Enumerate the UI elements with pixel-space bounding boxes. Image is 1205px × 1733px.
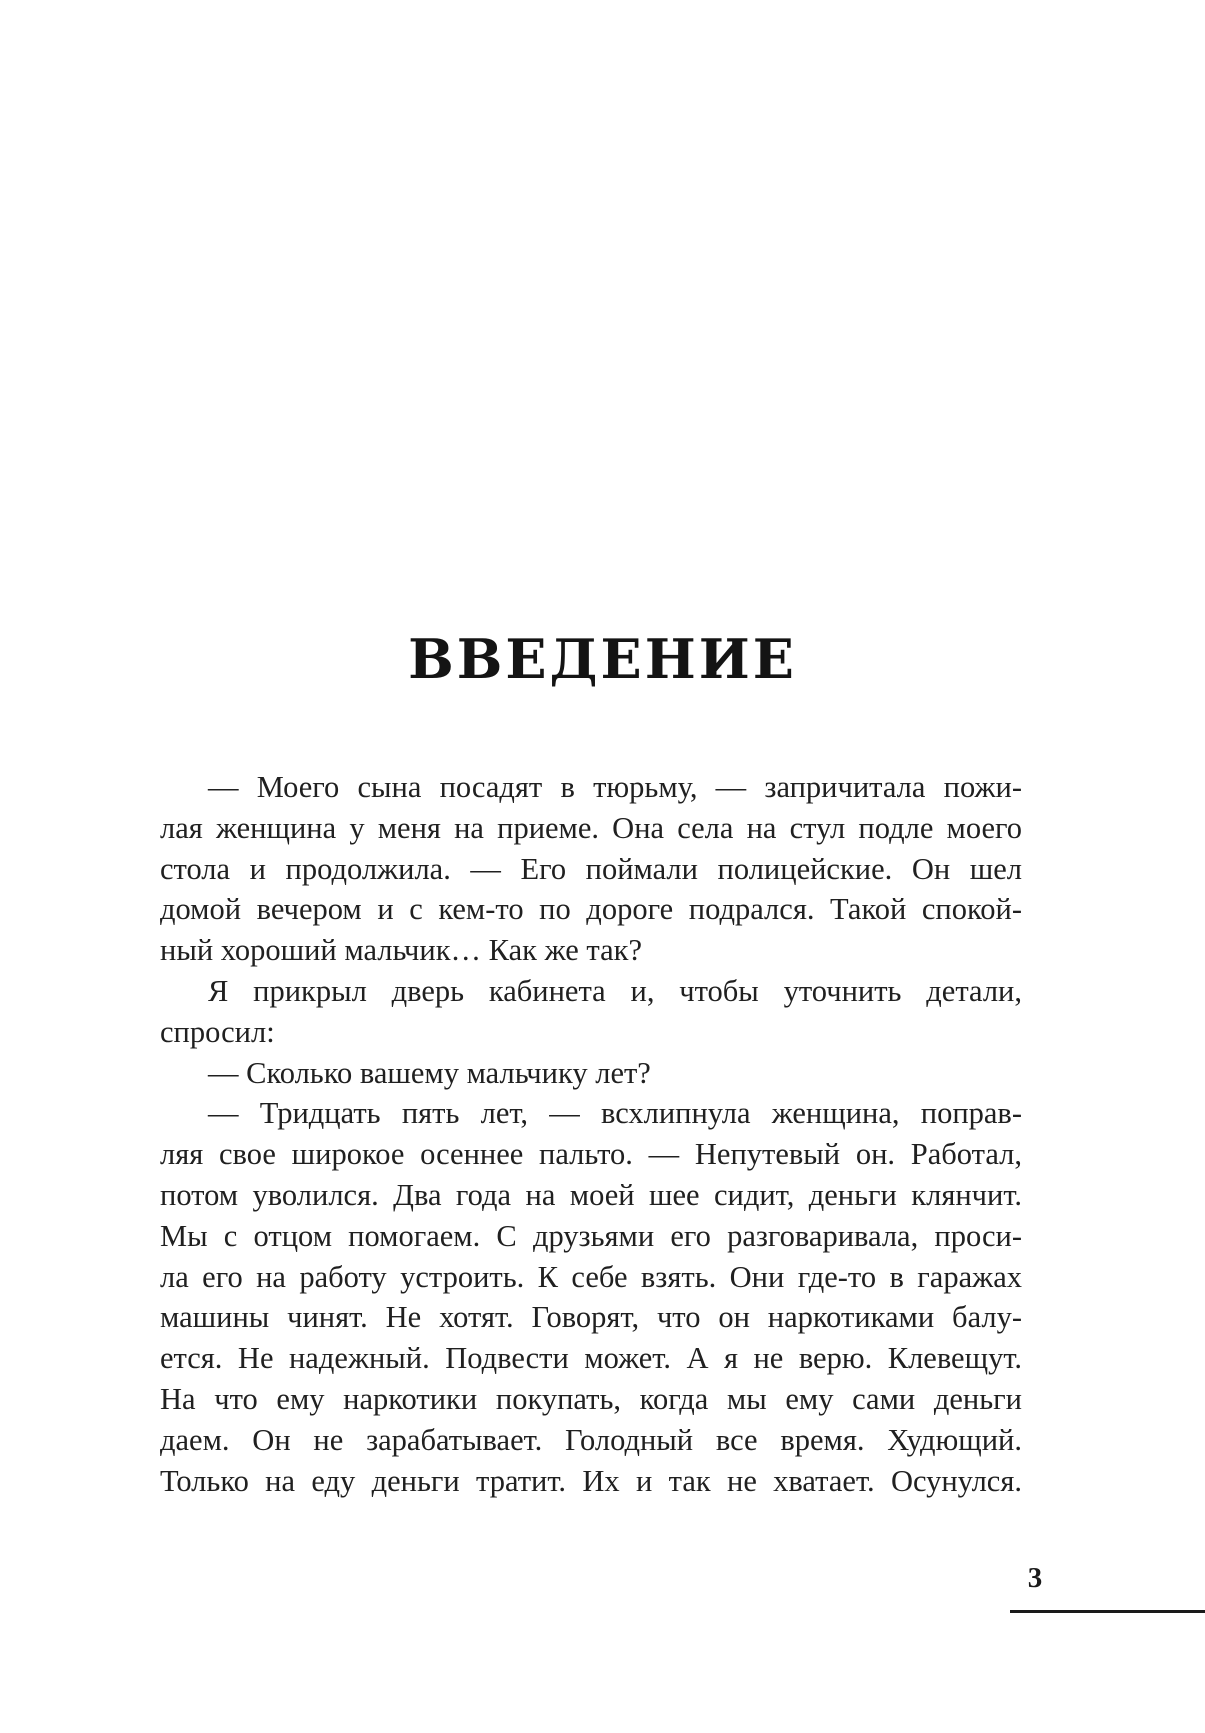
text-line: — Моего сына посадят в тюрьму, — запричитала пожи- (208, 770, 1022, 804)
body-text (160, 767, 1022, 1501)
text-line: Мы с отцом помогаем. С друзьями его разговаривала, проси- (160, 1218, 1022, 1253)
text-line: домой вечером и с кем-то по дороге подрался. Такой спокой- (160, 892, 1022, 927)
chapter-title: ВВЕДЕНИЕ (408, 627, 797, 691)
text-line: даем. Он не зарабатывает. Голодный все время. Худющий. (160, 1422, 1022, 1457)
text-line: На что ему наркотики покупать, когда мы ему сами деньги (160, 1381, 1022, 1416)
text-line: стола и продолжила. — Его поймали полицейские. Он шел (160, 851, 1022, 886)
text-line: спросил: (160, 1014, 275, 1049)
text-line: потом уволился. Два года на моей шее сидит, деньги клянчит. (160, 1177, 1022, 1212)
text-line: ется. Не надежный. Подвести может. А я не верю. Клевещут. (160, 1341, 1022, 1376)
text-line: — Тридцать пять лет, — всхлипнула женщина, поправ- (208, 1096, 1022, 1131)
page-number: 3 (1027, 1562, 1043, 1594)
page-footer-rule (1010, 1610, 1205, 1613)
text-line: ла его на работу устроить. К себе взять. Они где-то в гаражах (160, 1259, 1022, 1294)
text-line: лая женщина у меня на приеме. Она села на стул подле моего (160, 810, 1022, 845)
text-line: ляя свое широкое осеннее пальто. — Непутевый он. Работал, (160, 1137, 1022, 1172)
text-line: Я прикрыл дверь кабинета и, чтобы уточнить детали, (208, 973, 1022, 1008)
text-line: машины чинят. Не хотят. Говорят, что он наркотиками балу- (160, 1300, 1022, 1335)
text-line: Только на еду деньги тратит. Их и так не хватает. Осунулся. (160, 1463, 1022, 1498)
text-line: ный хороший мальчик… Как же так? (160, 933, 643, 968)
text-line: — Сколько вашему мальчику лет? (208, 1055, 651, 1090)
